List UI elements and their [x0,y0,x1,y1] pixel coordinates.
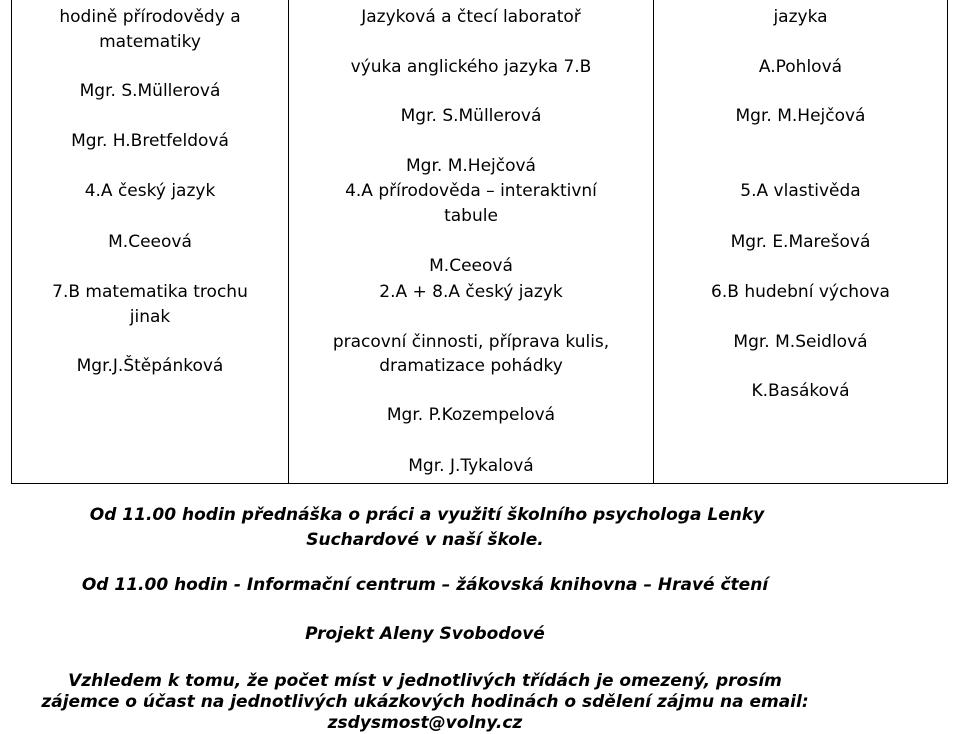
cell-line: Mgr. S.Müllerová [79,81,221,101]
cell-line: 2.A + 8.A český jazyk [379,282,563,302]
note-project-line: Projekt Aleny Svobodové [305,624,545,644]
note-capacity-line-2: zájemce o účast na jednotlivých ukázkových hodinách o sdělení zájmu na email: [41,692,809,712]
note-lecture-line-2: Suchardové v naší škole. [306,530,544,550]
cell-line: Mgr. E.Marešová [730,232,871,252]
contact-email[interactable]: zsdysmost@volny.cz [327,713,523,733]
table-border-bottom [11,483,948,484]
note-lecture-line-1: Od 11.00 hodin přednáška o práci a využití školního psychologa Lenky [89,505,765,525]
cell-line: Jazyková a čtecí laboratoř [361,7,581,27]
cell-line: dramatizace pohádky [379,356,563,376]
cell-line: pracovní činnosti, příprava kulis, [332,332,610,352]
cell-line: 4.A český jazyk [84,181,216,201]
cell-line: 5.A vlastivěda [740,181,861,201]
cell-line: M.Ceeová [429,256,513,276]
cell-line: 7.B matematika trochu [52,282,248,302]
cell-line: Mgr. M.Hejčová [406,156,536,176]
note-capacity-line-1: Vzhledem k tomu, že počet míst v jednotlivých třídách je omezený, prosím [68,671,782,691]
cell-line: výuka anglického jazyka 7.B [350,57,592,77]
cell-line: matematiky [99,32,201,52]
cell-line: tabule [444,206,498,226]
cell-line: hodině přírodovědy a [59,7,241,27]
cell-line: M.Ceeová [108,232,192,252]
cell-line: K.Basáková [751,381,850,401]
cell-line: Mgr. P.Kozempelová [386,405,556,425]
cell-line: jazyka [773,7,828,27]
cell-line: Mgr. S.Müllerová [400,106,542,126]
cell-line: Mgr. J.Tykalová [408,456,534,476]
note-library-line: Od 11.00 hodin - Informační centrum – žákovská knihovna – Hravé čtení [81,575,769,595]
cell-line: A.Pohlová [758,57,843,77]
cell-line: Mgr. M.Seidlová [733,332,868,352]
cell-line: Mgr. M.Hejčová [735,106,866,126]
cell-line: Mgr. H.Bretfeldová [71,131,229,151]
cell-line: 6.B hudební výchova [711,282,890,302]
cell-line: jinak [129,307,171,327]
cell-line: Mgr.J.Štěpánková [76,356,224,376]
cell-line: 4.A přírodověda – interaktivní [345,181,597,201]
table-border-right [947,0,948,484]
